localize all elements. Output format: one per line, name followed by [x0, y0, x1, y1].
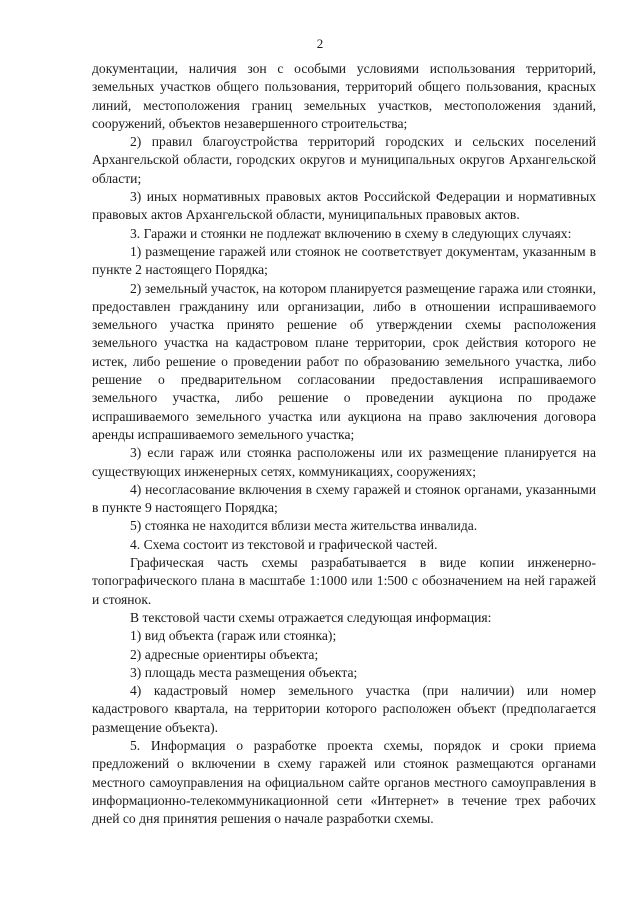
paragraph: 3. Гаражи и стоянки не подлежат включению в схему в следующих случаях: — [130, 225, 572, 241]
paragraph: Графическая часть схемы разрабатывается в виде копии инженерно-топографического плана в масштабе 1:1000 или 1:500 с обозначением на ней гаражей и стоянок. — [92, 555, 596, 607]
paragraph: 2) адресные ориентиры объекта; — [130, 646, 319, 662]
paragraph: 4. Схема состоит из текстовой и графической частей. — [130, 536, 438, 552]
paragraph: 4) кадастровый номер земельного участка (при наличии) или номер кадастрового квартала, на территории которого расположен объект (предполагается размещение объекта). — [92, 683, 596, 735]
paragraph: 1) размещение гаражей или стоянок не соответствует документам, указанным в пункте 2 настоящего Порядка; — [92, 243, 596, 278]
paragraph: 4) несогласование включения в схему гаражей и стоянок органами, указанными в пункте 9 настоящего Порядка; — [92, 481, 596, 516]
paragraph: 2) правил благоустройства территорий городских и сельских поселений Архангельской области, городских округов и муниципальных округов Архангельской области; — [92, 134, 596, 186]
paragraph: 2) земельный участок, на котором планируется размещение гаража или стоянки, предоставлен гражданину или организации, либо в отношении испрашиваемого земельного участка принято решение об утверждении схемы расположения земельного участка на кадастровом плане территории, срок действия которого не истек, либо решение о проведении работ по образованию земельного участка, либо решение о предварительном согласовании предоставления испрашиваемого земельного участка, либо решение о проведении аукциона по продаже испрашиваемого земельного участка или аукциона на право заключения договора аренды испрашиваемого земельного участка; — [92, 280, 596, 442]
paragraph: 1) вид объекта (гараж или стоянка); — [130, 628, 337, 644]
paragraph: 3) если гараж или стоянка расположены или их размещение планируется на существующих инженерных сетях, коммуникациях, сооружениях; — [92, 445, 596, 479]
paragraph: документации, наличия зон с особыми условиями использования территорий, земельных участков общего пользования, территорий общего пользования, красных линий, местоположения границ земельных участков, местоположения зданий, сооружений, объектов незавершенного строительства; — [92, 61, 596, 131]
paragraph: В текстовой части схемы отражается следующая информация: — [130, 609, 492, 625]
paragraph: 3) площадь места размещения объекта; — [130, 664, 358, 680]
paragraph: 5. Информация о разработке проекта схемы, порядок и сроки приема предложений о включении в схему гаражей или стоянок размещаются органами местного самоуправления на официальном сайте органов местного самоуправления в информационно-телекоммуникационной сети «Интернет» в течение трех рабочих дней со дня принятия решения о начале разработки схемы. — [92, 737, 596, 827]
paragraph: 5) стоянка не находится вблизи места жительства инвалида. — [130, 518, 478, 534]
page-number: 2 — [316, 36, 324, 51]
paragraph: 3) иных нормативных правовых актов Российской Федерации и нормативных правовых актов Архангельской области, муниципальных правовых актов. — [92, 189, 596, 223]
document-body — [92, 60, 596, 828]
